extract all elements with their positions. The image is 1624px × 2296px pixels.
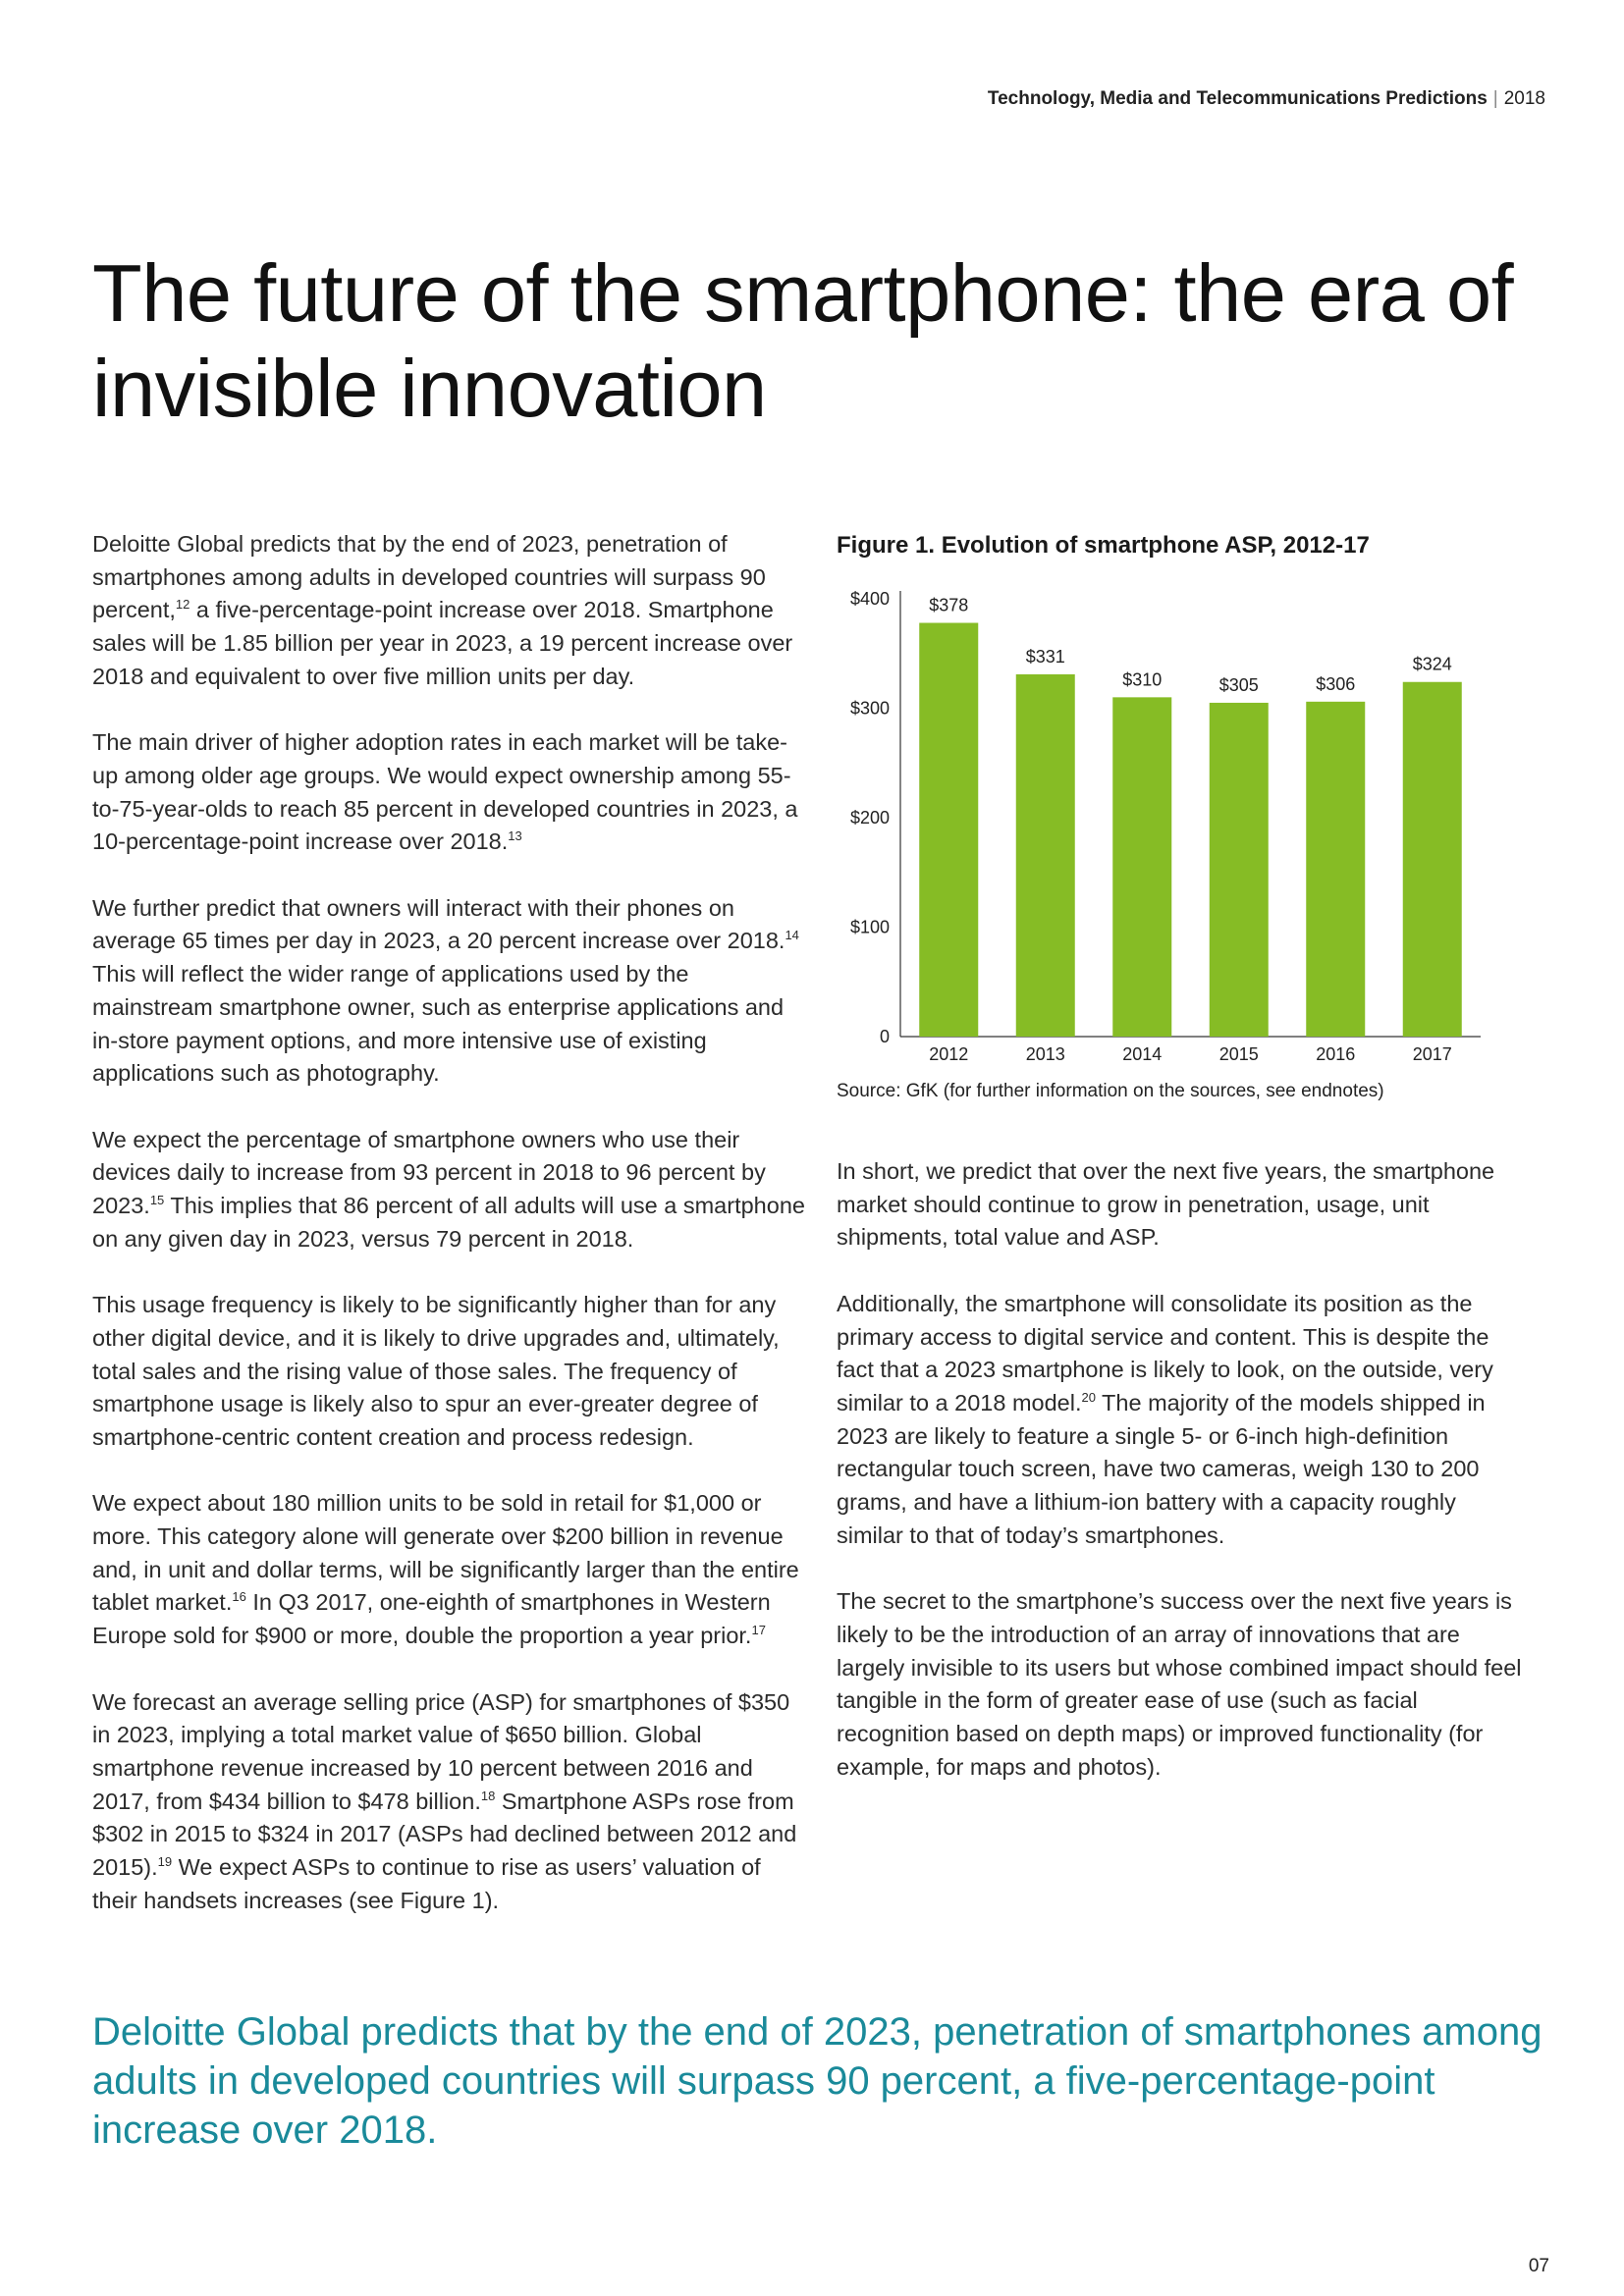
- x-tick-label: 2012: [929, 1044, 969, 1064]
- right-column: [837, 1155, 1529, 1817]
- bar: [1210, 703, 1269, 1037]
- bar: [1403, 682, 1462, 1037]
- y-tick-label: 0: [879, 1027, 890, 1046]
- y-tick-label: $100: [849, 917, 890, 937]
- bar: [1112, 697, 1171, 1037]
- data-label: $331: [1025, 646, 1065, 667]
- running-header: [988, 88, 1545, 110]
- bar: [1306, 702, 1365, 1037]
- paragraph: We further predict that owners will interact with their phones on average 65 times per day in 2023, a 20 percent increase over 2018.14 This will reflect the wider range of applications used by the mainstream smartphone owner, such as enterprise applications and in-store payment options, and more intensive use of existing applications such as photography.: [92, 894, 799, 1087]
- footnote-ref: 19: [157, 1854, 173, 1870]
- paragraph: We expect about 180 million units to be sold in retail for $1,000 or more. This category alone will generate over $200 billion in revenue and, in unit and dollar terms, will be significantly larger than the entire tablet market.$^{16}$ In Q3 2017, one-eighth of smartphones in Western Europe sold for $900 or more, double the proportion a year prior.$^{17}$: [92, 1490, 799, 1649]
- bar: [1016, 674, 1075, 1037]
- publication-year: 2018: [1503, 88, 1545, 109]
- paragraph: This usage frequency is likely to be significantly higher than for any other digital device, and it is likely to drive upgrades and, ultimately, total sales and the rising value of those sales. The frequency of smartphone usage is likely also to spur an ever-greater degree of smartphone-centric content creation and process redesign.: [92, 1292, 780, 1450]
- footnote-ref: 15: [149, 1193, 165, 1208]
- page-title: The future of the smartphone: the era of invisible innovation: [92, 247, 1514, 434]
- footnote-ref: 20: [1081, 1390, 1096, 1406]
- y-tick-label: $300: [849, 698, 890, 719]
- y-tick-label: $200: [849, 808, 890, 828]
- paragraph: The secret to the smartphone’s success over the next five years is likely to be the introduction of an array of innovations that are largely invisible to its users but whose combined impact should feel tangible in the form of greater ease of use (such as facial recognition based on depth maps) or improved functionality (for example, for maps and photos).: [837, 1588, 1522, 1780]
- data-label: $324: [1412, 654, 1452, 674]
- header-separator: |: [1492, 88, 1498, 109]
- asp-bar-chart: [837, 579, 1543, 1070]
- y-tick-label: $400: [849, 589, 890, 609]
- data-label: $306: [1316, 673, 1356, 694]
- footnote-ref: 17: [751, 1623, 766, 1638]
- footnote-ref: 16: [232, 1589, 246, 1605]
- footnote-ref: 12: [175, 597, 190, 613]
- x-tick-label: 2015: [1218, 1044, 1259, 1064]
- data-label: $305: [1218, 674, 1259, 695]
- paragraph: We forecast an average selling price (ASP) for smartphones of $350 in 2023, implying a total market value of $650 billion. Global smartphone revenue increased by 10 percent between 2016 and 2017, from $434 billion to $478 billion.$^{18}$ Smartphone ASPs rose from $302 in 2015 to $324 in 2017 (ASPs had declined between 2012 and 2015).$^{19}$ We expect ASPs to continue to rise as users’ valuation of their handsets increases (see Figure 1).: [92, 1688, 797, 1913]
- data-label: $310: [1122, 669, 1163, 690]
- x-tick-label: 2017: [1412, 1044, 1452, 1064]
- x-tick-label: 2013: [1025, 1044, 1065, 1064]
- page-number: 07: [1528, 2256, 1549, 2276]
- paragraph: The main driver of higher adoption rates in each market will be take-up among older age groups. We would expect ownership among 55-to-75-year-olds to reach 85 percent in developed countries in 2023, a 10-percentage-point increase over 2018.13: [92, 729, 798, 855]
- pull-quote: Deloitte Global predicts that by the end of 2023, penetration of smartphones among adults in developed countries will surpass 90 percent, a five-percentage-point increase over 2018.: [92, 2010, 1543, 2152]
- paragraph: In short, we predict that over the next five years, the smartphone market should continue to grow in penetration, usage, unit shipments, total value and ASP.: [837, 1158, 1495, 1251]
- footnote-ref: 18: [480, 1788, 496, 1803]
- paragraph: We expect the percentage of smartphone owners who use their devices daily to increase from 93 percent in 2018 to 96 percent by 2023.15 This implies that 86 percent of all adults will use a smartphone on any given day in 2023, versus 79 percent in 2018.: [92, 1126, 805, 1252]
- publication-name: Technology, Media and Telecommunications Predictions: [987, 88, 1488, 109]
- figure-title: Figure 1. Evolution of smartphone ASP, 2012-17: [837, 532, 1370, 559]
- left-column: [92, 528, 809, 1950]
- paragraph: Deloitte Global predicts that by the end of 2023, penetration of smartphones among adults in developed countries will surpass 90 percent,$^{12}$ a five-percentage-point increase over 2018. Smartphone sales will be 1.85 billion per year in 2023, a 19 percent increase over 2018 and equivalent to over five million units per day.: [92, 531, 793, 689]
- x-tick-label: 2014: [1122, 1044, 1163, 1064]
- figure-source: Source: GfK (for further information on the sources, see endnotes): [837, 1081, 1384, 1101]
- data-label: $378: [929, 595, 969, 615]
- bar: [919, 623, 978, 1037]
- footnote-ref: 14: [785, 928, 799, 943]
- x-tick-label: 2016: [1316, 1044, 1356, 1064]
- paragraph: Additionally, the smartphone will consolidate its position as the primary access to digital service and content. This is despite the fact that a 2023 smartphone is likely to look, on the outside, very similar to a 2018 model.$^{20}$ The majority of the models shipped in 2023 are likely to feature a single 5- or 6-inch high-definition rectangular touch screen, have two cameras, weigh 130 to 200 grams, and have a lithium-ion battery with a capacity roughly similar to that of today’s smartphones.: [837, 1290, 1493, 1548]
- footnote-ref: 13: [508, 828, 522, 844]
